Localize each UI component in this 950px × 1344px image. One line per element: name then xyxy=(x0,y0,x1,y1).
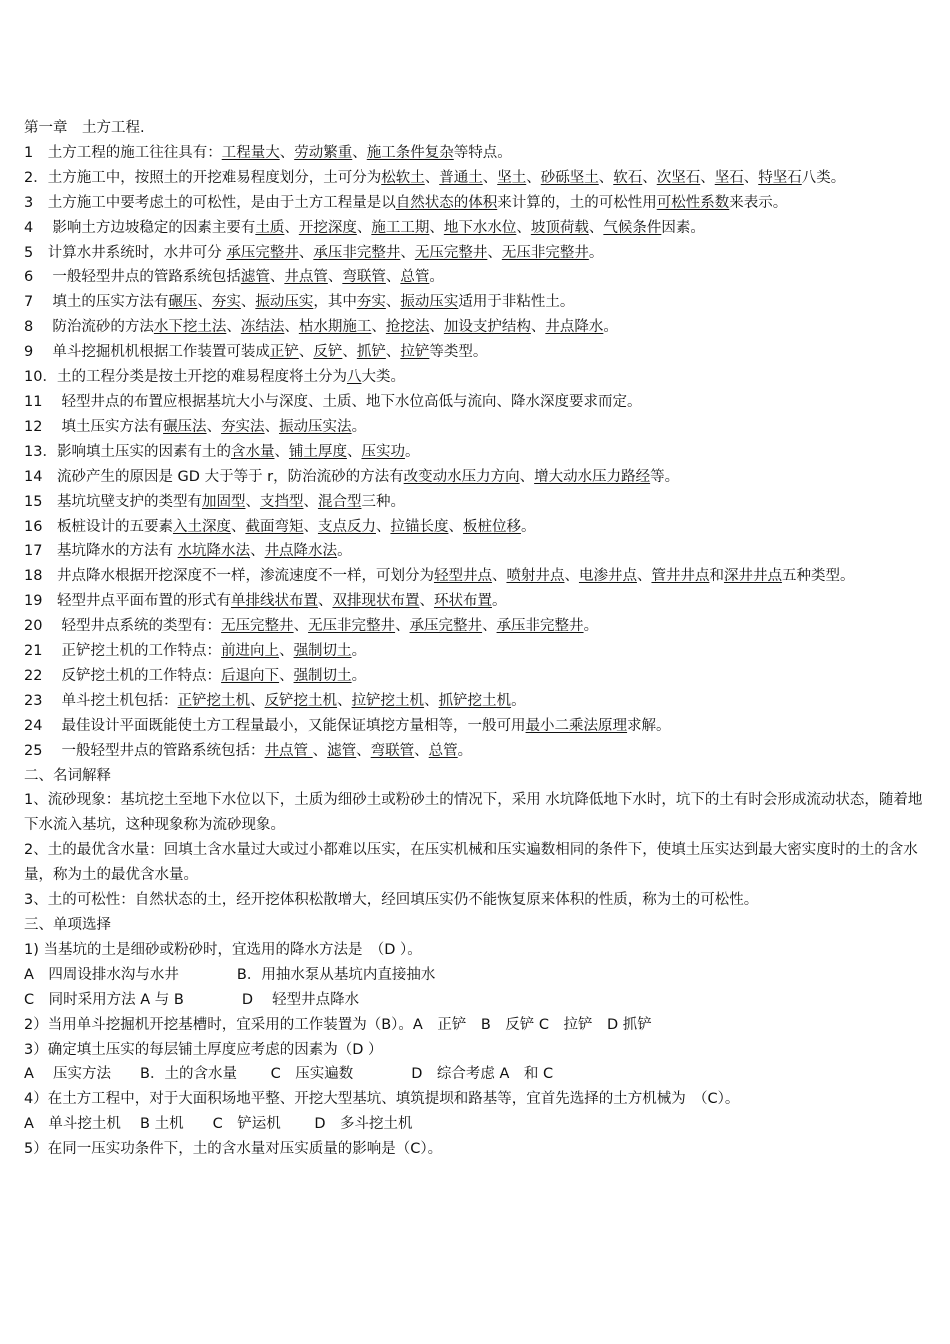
underlined-answer: 反铲 xyxy=(313,344,343,361)
text-line: 16 板桩设计的五要素入土深度、截面弯矩、支点反力、拉锚长度、板桩位移。 xyxy=(24,518,536,535)
underlined-answer: 拉锚长度 xyxy=(390,518,449,535)
underlined-answer: 截面弯矩 xyxy=(245,518,304,535)
underlined-answer: 管井井点 xyxy=(651,568,710,585)
underlined-answer: 轻型井点 xyxy=(433,568,492,585)
text-line: 三、单项选择 xyxy=(24,917,111,933)
underlined-answer: 承压完整井 xyxy=(409,618,483,635)
underlined-answer: 井点降水 xyxy=(545,319,604,336)
text-line: 1) 当基坑的土是细砂或粉砂时，宜选用的降水方法是 （D ）。 xyxy=(24,941,422,958)
underlined-answer: 总管 xyxy=(400,269,430,286)
underlined-answer: 开挖深度 xyxy=(298,219,357,236)
text-line: 23 单斗挖土机包括：正铲挖土机、反铲挖土机、拉铲挖土机、抓铲挖土机。 xyxy=(24,692,526,709)
text-line: 4）在土方工程中，对于大面积场地平整、开挖大型基坑、填筑提坝和路基等，宜首先选择的土方机械为 （C）。 xyxy=(24,1091,740,1108)
underlined-answer: 强制切土 xyxy=(293,667,352,684)
underlined-answer: 支挡型 xyxy=(259,493,304,510)
text-line: 12 填土压实方法有碾压法、夯实法、振动压实法。 xyxy=(24,418,367,435)
underlined-answer: 最小二乘法原理 xyxy=(525,717,628,734)
underlined-answer: 拉铲 xyxy=(400,344,430,361)
underlined-answer: 后退向下 xyxy=(221,667,280,684)
underlined-answer: 特坚石 xyxy=(758,169,802,186)
underlined-answer: 双排现状布置 xyxy=(332,593,420,610)
underlined-answer: 压实功 xyxy=(361,443,405,460)
underlined-answer: 工程量大 xyxy=(221,144,280,161)
underlined-answer: 水下挖土法 xyxy=(153,319,227,336)
underlined-answer: 可松性系数 xyxy=(656,194,730,211)
text-line: 5 计算水井系统时，水井可分 承压完整井、承压非完整井、无压完整井、无压非完整井。 xyxy=(24,244,604,261)
underlined-answer: 井点降水法 xyxy=(264,543,338,560)
text-line: 9 单斗挖掘机机根据工作装置可装成正铲、反铲、抓铲、拉铲等类型。 xyxy=(24,344,488,361)
text-line: 14 流砂产生的原因是 GD 大于等于 r，防治流砂的方法有改变动水压力方向、增大动水压力路经等。 xyxy=(24,468,680,485)
underlined-answer: 施工条件复杂 xyxy=(366,144,454,161)
underlined-answer: 普通土 xyxy=(439,169,483,186)
text-line: 19 轻型井点平面布置的形式有单排线状布置、双排现状布置、环状布置。 xyxy=(24,593,507,610)
document-body xyxy=(24,116,930,1162)
underlined-answer: 前进向上 xyxy=(221,643,280,660)
text-line: 24 最佳设计平面既能使土方工程量最小，又能保证填挖方量相等，一般可用最小二乘法原理求解。 xyxy=(24,717,671,734)
text-line: 10．土的工程分类是按土开挖的难易程度将土分为八大类。 xyxy=(24,369,405,386)
text-line: 3、土的可松性：自然状态的土，经开挖体积松散增大，经回填压实仍不能恢复原来体积的性质，称为土的可松性。 xyxy=(24,892,759,909)
text-line: 18 井点降水根据开挖深度不一样，渗流速度不一样，可划分为轻型井点、喷射井点、电渗井点、管井井点和深井井点五种类型。 xyxy=(24,568,855,585)
text-line: A 单斗挖土机 B 土机 C 铲运机 D 多斗挖土机 xyxy=(24,1116,413,1133)
underlined-answer: 无压非完整井 xyxy=(308,618,396,635)
underlined-answer: 含水量 xyxy=(230,443,275,460)
text-line: 22 反铲挖土机的工作特点：后退向下、强制切土。 xyxy=(24,667,367,684)
underlined-answer: 强制切土 xyxy=(293,643,352,660)
underlined-answer: 坡顶荷载 xyxy=(530,219,589,236)
underlined-answer: 混合型 xyxy=(317,493,362,510)
text-line: 3 土方施工中要考虑土的可松性，是由于土方工程量是以自然状态的体积来计算的，土的可松性用可松性系数来表示。 xyxy=(24,194,788,211)
text-line: 7 填土的压实方法有碾压、夯实、振动压实，其中夯实、振动压实适用于非粘性土。 xyxy=(24,294,575,311)
underlined-answer: 坚土 xyxy=(497,169,527,186)
text-line: 13．影响填土压实的因素有土的含水量、铺土厚度、压实功。 xyxy=(24,443,420,460)
text-line: 11 轻型井点的布置应根据基坑大小与深度、土质、地下水位高低与流向、降水深度要求而定。 xyxy=(24,393,642,410)
text-line: 17 基坑降水的方法有 水坑降水法、井点降水法。 xyxy=(24,543,352,560)
underlined-answer: 振动压实 xyxy=(255,294,314,311)
underlined-answer: 井点管 xyxy=(264,742,313,759)
underlined-answer: 加固型 xyxy=(201,493,246,510)
underlined-answer: 支点反力 xyxy=(317,518,376,535)
underlined-answer: 环状布置 xyxy=(433,593,492,610)
underlined-answer: 冻结法 xyxy=(240,319,285,336)
underlined-answer: 正铲 xyxy=(269,344,299,361)
underlined-answer: 夯实 xyxy=(356,294,386,311)
underlined-answer: 无压完整井 xyxy=(414,244,488,261)
underlined-answer: 砂砾坚土 xyxy=(540,169,599,186)
underlined-answer: 八 xyxy=(346,369,362,386)
text-line: 15 基坑坑壁支护的类型有加固型、支挡型、混合型三种。 xyxy=(24,493,405,510)
text-line: 2）当用单斗挖掘机开挖基槽时，宜采用的工作装置为（B）。A 正铲 B 反铲 C 拉铲 D 抓铲 xyxy=(24,1016,652,1033)
text-line: C 同时采用方法 A 与 B D 轻型井点降水 xyxy=(24,991,360,1008)
underlined-answer: 土质 xyxy=(255,219,285,236)
text-line: 1 土方工程的施工往往具有：工程量大、劳动繁重、施工条件复杂等特点。 xyxy=(24,144,512,161)
underlined-answer: 软石 xyxy=(613,169,643,186)
underlined-answer: 改变动水压力方向 xyxy=(403,468,520,485)
underlined-answer: 板桩位移 xyxy=(462,518,521,535)
underlined-answer: 抓铲挖土机 xyxy=(438,692,512,709)
underlined-answer: 碾压法 xyxy=(163,418,207,435)
underlined-answer: 松软土 xyxy=(381,169,425,186)
text-line: 2．土方施工中，按照土的开挖难易程度划分，土可分为松软土、普通土、坚土、砂砾坚土、软石、次坚石、坚石、特坚石八类。 xyxy=(24,169,846,186)
underlined-answer: 劳动繁重 xyxy=(294,144,353,161)
underlined-answer: 弯联管 xyxy=(370,742,415,759)
underlined-answer: 承压非完整井 xyxy=(496,618,584,635)
text-line: 20 轻型井点系统的类型有：无压完整井、无压非完整井、承压完整井、承压非完整井。 xyxy=(24,618,599,635)
underlined-answer: 无压完整井 xyxy=(221,618,294,635)
text-line: 第一章 土方工程. xyxy=(24,120,145,136)
text-line: 25 一般轻型井点的管路系统包括：井点管 、滤管、弯联管、总管。 xyxy=(24,742,473,759)
underlined-answer: 井点管 xyxy=(284,269,328,286)
underlined-answer: 气候条件 xyxy=(603,219,662,236)
underlined-answer: 振动压实 xyxy=(400,294,459,311)
underlined-answer: 承压非完整井 xyxy=(313,244,401,261)
underlined-answer: 增大动水压力路经 xyxy=(534,468,651,485)
text-line: 21 正铲挖土机的工作特点：前进向上、强制切土。 xyxy=(24,643,367,660)
underlined-answer: 弯联管 xyxy=(342,269,386,286)
text-line: 8 防治流砂的方法水下挖土法、冻结法、枯水期施工、抢挖法、加设支护结构、井点降水。 xyxy=(24,319,618,336)
underlined-answer: 枯水期施工 xyxy=(298,319,372,336)
underlined-answer: 水坑降水法 xyxy=(177,543,251,560)
text-line: 2、土的最优含水量：回填土含水量过大或过小都难以压实，在压实机械和压实遍数相同的条件下，使填土压实达到最大密实度时的土的含水量，称为土的最优含水量。 xyxy=(24,842,918,884)
text-line: 二、名词解释 xyxy=(24,767,111,784)
underlined-answer: 自然状态的体积 xyxy=(395,194,498,211)
underlined-answer: 铺土厚度 xyxy=(288,443,347,460)
underlined-answer: 夯实 xyxy=(211,294,241,311)
underlined-answer: 碾压 xyxy=(168,294,198,311)
underlined-answer: 施工工期 xyxy=(371,219,430,236)
underlined-answer: 反铲挖土机 xyxy=(264,692,338,709)
underlined-answer: 单排线状布置 xyxy=(230,593,318,610)
underlined-answer: 加设支护结构 xyxy=(443,319,531,336)
underlined-answer: 夯实法 xyxy=(221,418,265,435)
underlined-answer: 正铲挖土机 xyxy=(177,692,251,709)
text-line: 6 一般轻型井点的管路系统包括滤管、井点管、弯联管、总管。 xyxy=(24,269,444,286)
underlined-answer: 深井井点 xyxy=(723,568,782,585)
text-line: 1、流砂现象：基坑挖土至地下水位以下，土质为细砂土或粉砂土的情况下，采用 水坑降低地下水时，坑下的土有时会形成流动状态，随着地下水流入基坑，这种现象称为流砂现象。 xyxy=(24,792,923,834)
text-line: A 四周设排水沟与水井 B．用抽水泵从基坑内直接抽水 xyxy=(24,966,436,983)
underlined-answer: 无压非完整井 xyxy=(501,244,589,261)
underlined-answer: 地下水水位 xyxy=(443,219,517,236)
text-line: A 压实方法 B．土的含水量 C 压实遍数 D 综合考虑 A 和 C xyxy=(24,1066,554,1083)
underlined-answer: 振动压实法 xyxy=(279,418,352,435)
underlined-answer: 入土深度 xyxy=(172,518,231,535)
underlined-answer: 喷射井点 xyxy=(506,568,565,585)
underlined-answer: 总管 xyxy=(428,742,458,759)
underlined-answer: 拉铲挖土机 xyxy=(351,692,425,709)
underlined-answer: 滤管 xyxy=(240,269,270,286)
underlined-answer: 坚石 xyxy=(714,169,744,186)
underlined-answer: 滤管 xyxy=(327,742,357,759)
underlined-answer: 次坚石 xyxy=(656,169,701,186)
underlined-answer: 抓铲 xyxy=(356,344,386,361)
text-line: 4 影响土方边坡稳定的因素主要有土质、开挖深度、施工工期、地下水水位、坡顶荷载、气候条件因素。 xyxy=(24,219,705,236)
underlined-answer: 承压完整井 xyxy=(226,244,299,261)
underlined-answer: 电渗井点 xyxy=(578,568,637,585)
text-line: 5）在同一压实功条件下，土的含水量对压实质量的影响是（C）。 xyxy=(24,1141,443,1158)
text-line: 3）确定填土压实的每层铺土厚度应考虑的因素为（D ） xyxy=(24,1041,383,1058)
underlined-answer: 抢挖法 xyxy=(385,319,430,336)
